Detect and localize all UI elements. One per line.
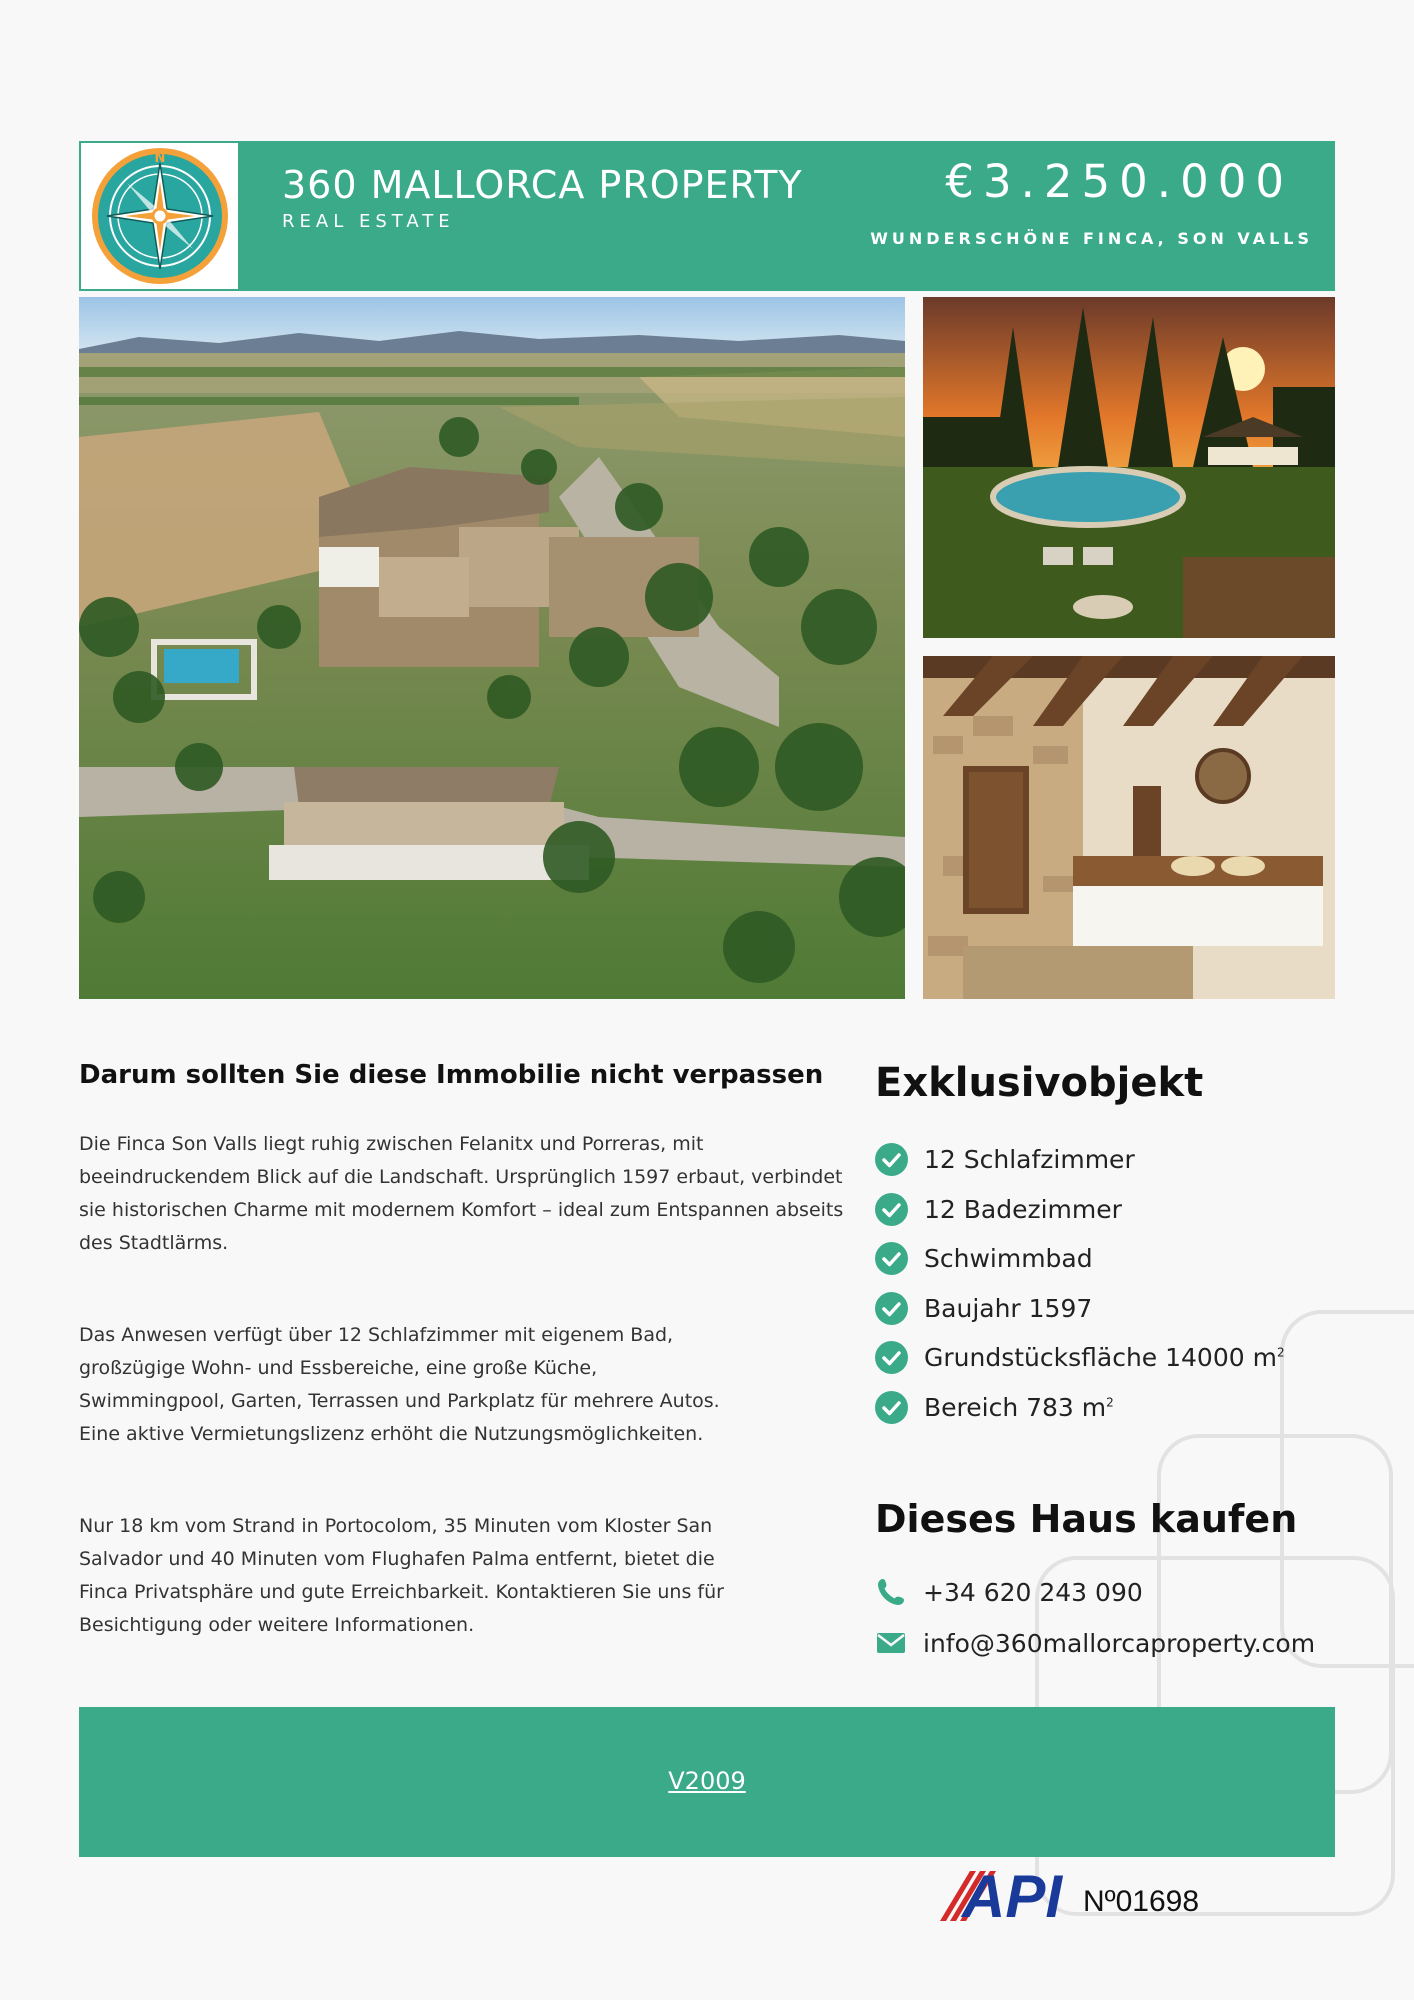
check-circle-icon [875,1193,908,1226]
property-price: €3.250.000 [945,155,1293,208]
check-circle-icon [875,1242,908,1275]
text-line: sie historischen Charme mit modernem Komfort – ideal zum Entspannen abseits [79,1199,844,1221]
text-line: Eine aktive Vermietungslizenz erhöht die Nutzungsmöglichkeiten. [79,1423,704,1445]
text-line: Besichtigung oder weitere Informationen. [79,1614,475,1636]
bedroom-photo[interactable] [923,656,1335,999]
feature-item [875,1135,1285,1185]
feature-list [875,1135,1285,1432]
feature-item [875,1234,1285,1284]
email-contact[interactable] [875,1627,1315,1659]
api-badge [940,1863,1199,1923]
pool-sunset-photo[interactable] [923,297,1335,638]
buy-title: Dieses Haus kaufen [875,1497,1298,1541]
text-line: des Stadtlärms. [79,1232,229,1254]
compass-logo-icon [87,143,233,289]
reference-link[interactable]: V2009 [668,1767,746,1795]
feature-text: Baujahr 1597 [924,1293,1093,1323]
email-icon [875,1627,907,1659]
svg-text:API: API [962,1863,1063,1923]
text-line: Salvador und 40 Minuten vom Flughafen Palma entfernt, bietet die [79,1548,715,1570]
check-circle-icon [875,1391,908,1424]
feature-item [875,1284,1285,1334]
svg-text:N: N [154,151,165,166]
header-banner [79,141,1335,291]
brand-name: 360 MALLORCA PROPERTY [282,163,803,207]
decorative-square [1280,1310,1414,1668]
feature-text: 12 Badezimmer [924,1194,1122,1224]
description-paragraph-3 [79,1510,724,1642]
feature-item [875,1185,1285,1235]
text-line: Das Anwesen verfügt über 12 Schlafzimmer mit eigenem Bad, [79,1324,674,1346]
text-line: Finca Privatsphäre und gute Erreichbarkeit. Kontaktieren Sie uns für [79,1581,724,1603]
exclusive-title: Exklusivobjekt [875,1060,1204,1106]
description-paragraph-2 [79,1319,720,1451]
check-circle-icon [875,1292,908,1325]
check-circle-icon [875,1143,908,1176]
feature-item [875,1333,1285,1383]
phone-icon [875,1576,907,1608]
text-line: Die Finca Son Valls liegt ruhig zwischen Felanitx und Porreras, mit [79,1133,704,1155]
text-line: großzügige Wohn- und Essbereiche, eine große Küche, [79,1357,598,1379]
phone-contact[interactable] [875,1576,1143,1608]
feature-text: Schwimmbad [924,1244,1093,1274]
api-logo [940,1863,1075,1923]
text-line: beeindruckendem Blick auf die Landschaft. Ursprünglich 1597 erbaut, verbindet [79,1166,843,1188]
company-logo[interactable] [79,141,240,291]
main-aerial-photo[interactable] [79,297,905,999]
footer-bar [79,1707,1335,1857]
brand-subtitle: REAL ESTATE [282,211,455,232]
api-number: Nº01698 [1083,1885,1200,1918]
description-paragraph-1 [79,1128,843,1260]
feature-item [875,1383,1285,1433]
text-line: Swimmingpool, Garten, Terrassen und Parkplatz für mehrere Autos. [79,1390,720,1412]
phone-number: +34 620 243 090 [923,1577,1143,1607]
feature-text: Bereich 783 $m^2$ [924,1392,1114,1422]
feature-text: Grundstücksfläche 14000 $m^2$ [924,1343,1285,1373]
description-title: Darum sollten Sie diese Immobilie nicht verpassen [79,1060,824,1090]
email-address: info@360mallorcaproperty.com [923,1628,1316,1658]
text-line: Nur 18 km vom Strand in Portocolom, 35 Minuten vom Kloster San [79,1515,713,1537]
property-subtitle: WUNDERSCHÖNE FINCA, SON VALLS [870,229,1313,248]
feature-text: 12 Schlafzimmer [924,1145,1135,1175]
check-circle-icon [875,1341,908,1374]
